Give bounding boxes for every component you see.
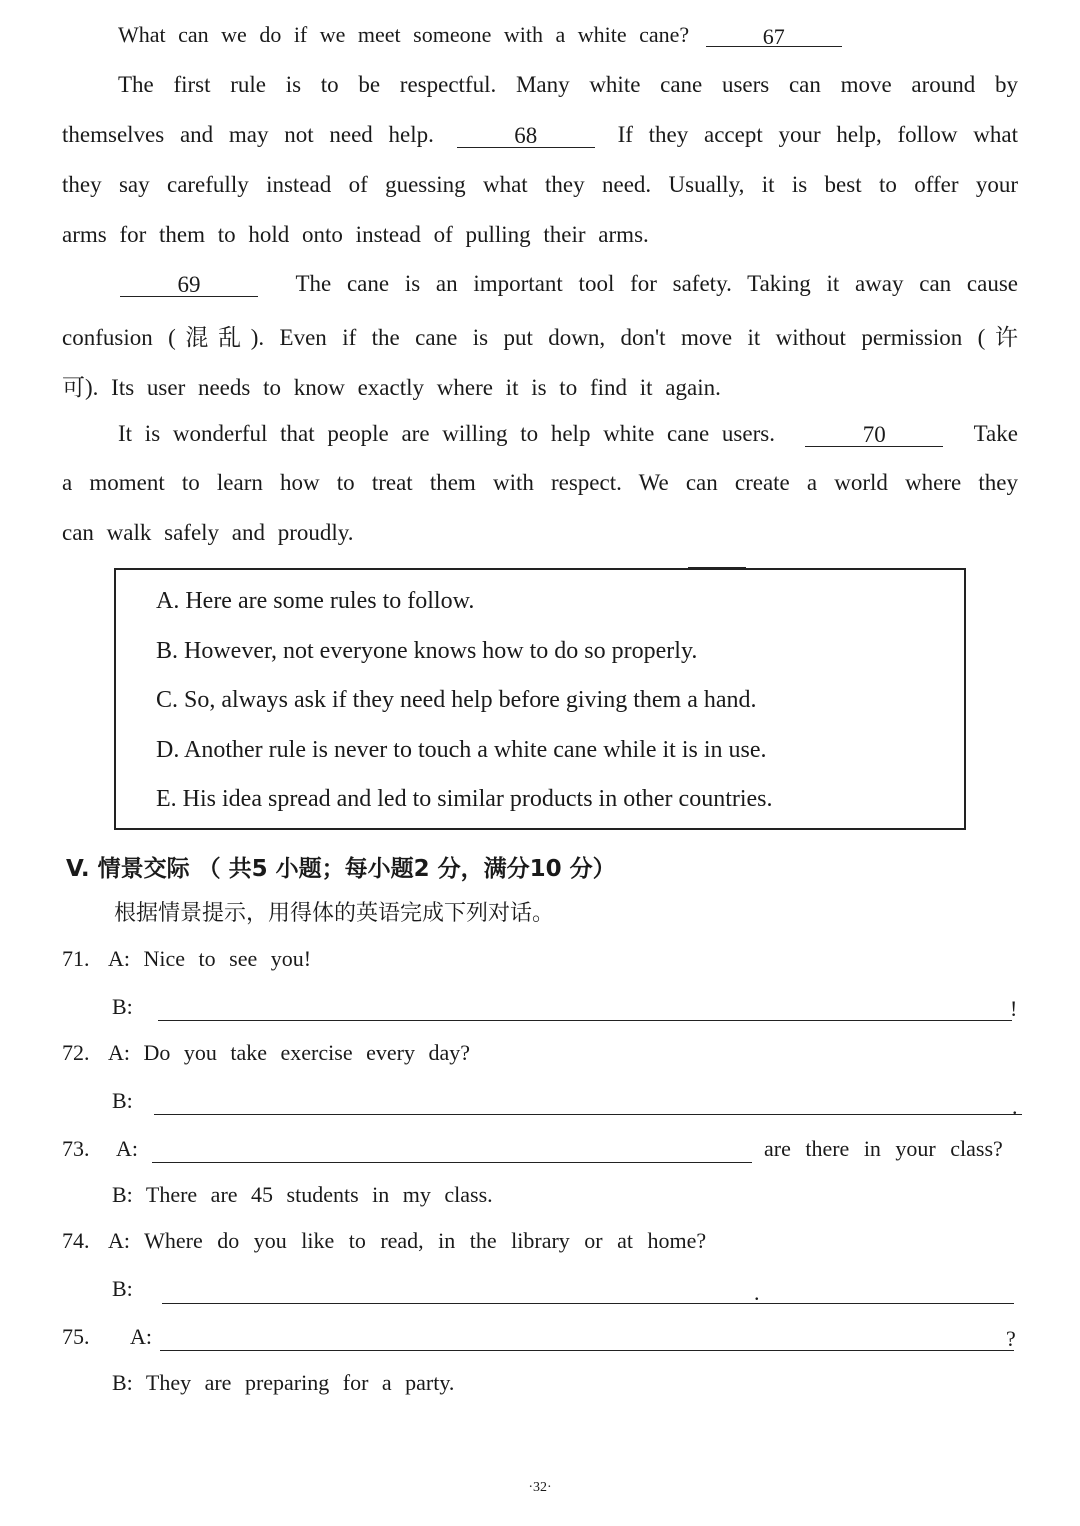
- box-bottom-mark: [484, 828, 520, 830]
- p1-line3: they say carefully instead of guessing what they need. Usually, it is best to offer your: [62, 172, 1018, 197]
- q73-num: 73.: [62, 1136, 90, 1161]
- option-b: B. However, not everyone knows how to do so properly.: [156, 638, 698, 664]
- p2-line1: [120, 271, 1018, 297]
- p1-line2b: If they accept your help, follow what: [617, 122, 1018, 147]
- section-title: V. 情景交际 （ 共5 小题；每小题2 分，满分10 分）: [66, 856, 616, 882]
- q75-b: B: They are preparing for a party.: [112, 1370, 455, 1395]
- p1-line4: arms for them to hold onto instead of pulling their arms.: [62, 222, 649, 247]
- q73-answer-line[interactable]: [152, 1162, 752, 1163]
- option-a: A. Here are some rules to follow.: [156, 588, 475, 614]
- q75-answer-line[interactable]: [160, 1350, 1014, 1351]
- q71-num: 71.: [62, 946, 90, 971]
- box-top-mark: [688, 567, 746, 569]
- p3-line1: [118, 421, 1018, 447]
- q74-answer-line[interactable]: [162, 1303, 1014, 1304]
- q73-a-suffix: are there in your class?: [764, 1136, 1003, 1161]
- p3-line1b: Take: [973, 421, 1018, 446]
- q71-b-label: B:: [112, 994, 133, 1019]
- p1-line2: [62, 122, 1018, 148]
- blank-70[interactable]: 70: [805, 421, 943, 447]
- blank-68[interactable]: 68: [457, 122, 595, 148]
- q74-b-label: B:: [112, 1276, 133, 1301]
- q72-a: A: Do you take exercise every day?: [108, 1040, 470, 1065]
- p1-line2a: themselves and may not need help.: [62, 122, 434, 147]
- section-instruction: 根据情景提示，用得体的英语完成下列对话。: [114, 901, 555, 926]
- p3-line1a: It is wonderful that people are willing to help white cane users.: [118, 421, 775, 446]
- q72-num: 72.: [62, 1040, 90, 1065]
- q67-line: [118, 22, 1018, 48]
- q72-end: .: [1012, 1094, 1018, 1119]
- q74-mid: .: [754, 1280, 760, 1305]
- q71-a: A: Nice to see you!: [108, 946, 312, 971]
- p2-line1-text: The cane is an important tool for safety. Taking it away can cause: [295, 271, 1018, 296]
- option-c: C. So, always ask if they need help before giving them a hand.: [156, 687, 757, 713]
- q67-text: What can we do if we meet someone with a white cane?: [118, 22, 690, 47]
- p1-line1: The first rule is to be respectful. Many white cane users can move around by: [118, 72, 1018, 97]
- blank-67[interactable]: 67: [706, 23, 842, 47]
- q72-answer-line[interactable]: [154, 1114, 1022, 1115]
- q75-end: ?: [1006, 1326, 1016, 1351]
- q75-a-label: A:: [130, 1324, 152, 1349]
- q73-a-label: A:: [116, 1136, 138, 1161]
- p2-line3: 可). Its user needs to know exactly where it is to find it again.: [62, 375, 721, 400]
- q71-answer-line[interactable]: [158, 1020, 1012, 1021]
- option-d: D. Another rule is never to touch a white cane while it is in use.: [156, 737, 767, 763]
- q75-num: 75.: [62, 1324, 90, 1349]
- page-number: ·32·: [528, 1480, 552, 1495]
- blank-69[interactable]: 69: [120, 271, 258, 297]
- q73-b: B: There are 45 students in my class.: [112, 1182, 493, 1207]
- q74-a: A: Where do you like to read, in the library or at home?: [108, 1228, 707, 1253]
- option-e: E. His idea spread and led to similar products in other countries.: [156, 786, 773, 812]
- q74-num: 74.: [62, 1228, 90, 1253]
- q72-b-label: B:: [112, 1088, 133, 1113]
- p3-line2: a moment to learn how to treat them with respect. We can create a world where they: [62, 470, 1018, 495]
- p2-line2: confusion (混乱). Even if the cane is put down, don't move it without permission (许: [62, 325, 1018, 350]
- options-box: [114, 568, 966, 830]
- p3-line3: can walk safely and proudly.: [62, 520, 354, 545]
- q71-end: !: [1010, 996, 1018, 1021]
